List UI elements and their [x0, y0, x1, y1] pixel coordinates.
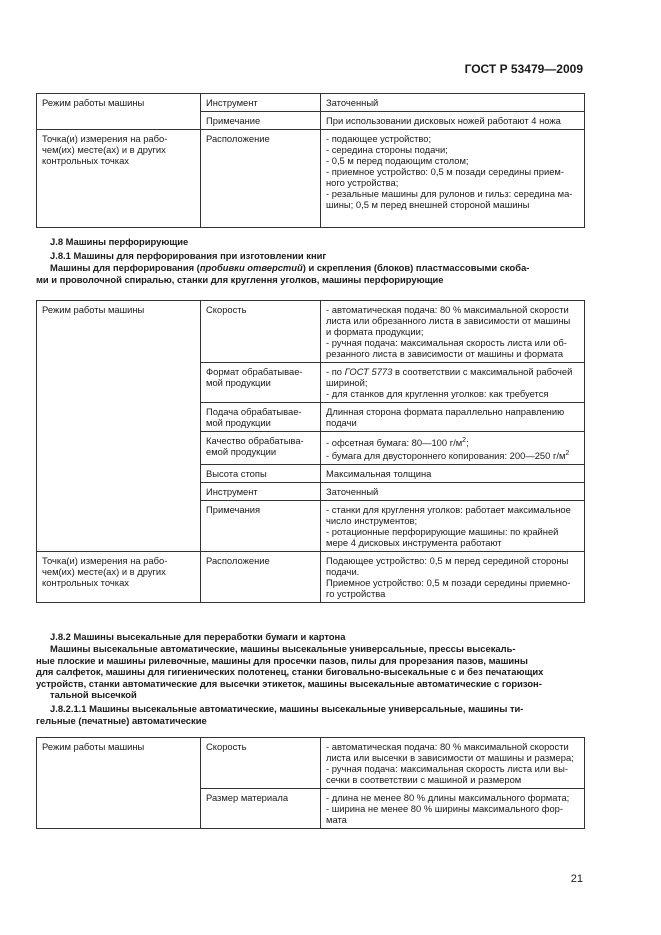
- paragraph-j8211: J.8.2.1.1 Машины высекальные автоматические, машины высекальные универсальные, машины ти- гельные (печатные) автоматические: [36, 703, 524, 726]
- cell-value: - длина не менее 80 % длины максимального формата; - ширина не менее 80 % ширины максимального фор- мата: [321, 789, 585, 829]
- cell-value: Длинная сторона формата параллельно направлению подачи: [321, 403, 585, 432]
- cell-param: Примечания: [201, 501, 321, 552]
- cell-param: Скорость: [201, 301, 321, 363]
- cell-mode: Режим работы машины: [37, 94, 201, 130]
- table-row: [37, 94, 585, 112]
- paragraph-j82: Машины высекальные автоматические, машины высекальные универсальные, прессы высекаль- ные плоские и машины рилевочные, машины для просечки пазов, пилы для прорезания пазов, машины для салфеток, машины для гигиенических полотенец, станки биговально-высекальные с и без печатающих устройств, станки автоматические для высечки этикеток, машины высекальные автоматические с горизон- тальной высечкой: [36, 643, 544, 700]
- cell-param: Расположение: [201, 552, 321, 603]
- cell-param: Подача обрабатывае- мой продукции: [201, 403, 321, 432]
- section-heading-j8: J.8 Машины перфорирующие: [50, 236, 189, 247]
- cell-param: Качество обрабатыва- емой продукции: [201, 432, 321, 465]
- table-row: [37, 301, 585, 363]
- cell-value: - станки для круглення уголков: работает максимальное число инструментов; - ротационные перфорирующие машины: по крайней мере 4 дисковых инструмента работают: [321, 501, 585, 552]
- cell-param: Формат обрабатывае- мой продукции: [201, 363, 321, 403]
- cell-value: - офсетная бумага: 80—100 $г/м^2$; - бумага для двустороннего копирования: 200—250 $г/м^2$: [321, 432, 585, 465]
- cell-measure-points: Точка(и) измерения на рабо- чем(их) месте(ах) и в других контрольных точках: [37, 552, 201, 603]
- cell-param: Высота стопы: [201, 465, 321, 483]
- cell-param: Скорость: [201, 738, 321, 789]
- table-perforating-machines: [36, 300, 585, 603]
- section-heading-j81: J.8.1 Машины для перфорирования при изготовлении книг: [50, 250, 327, 261]
- cell-param: Примечание: [201, 112, 321, 130]
- cell-param: Размер материала: [201, 789, 321, 829]
- cell-value: - автоматическая подача: 80 % максимальной скорости листа или обрезанного листа в зависимости от машины и формата продукции; - ручная подача: максимальная скорость листа или об- резанного листа в зависимости от машины и формата: [321, 301, 585, 363]
- cell-value: - подающее устройство; - середина стороны подачи; - 0,5 м перед подающим столом; - приемное устройство: 0,5 м позади середины прием- ного устройства; - резальные машины для рулонов и гильз: середина ма- шины; 0,5 м перед внешней стороной машины: [321, 130, 585, 228]
- cell-measure-points: Точка(и) измерения на рабо- чем(их) месте(ах) и в других контрольных точках: [37, 130, 201, 228]
- cell-param: Расположение: [201, 130, 321, 228]
- cell-value: Заточенный: [321, 94, 585, 112]
- cell-value: При использовании дисковых ножей работают 4 ножа: [321, 112, 585, 130]
- cell-mode: Режим работы машины: [37, 738, 201, 829]
- document-id-header: ГОСТ Р 53479—2009: [464, 62, 583, 76]
- table-die-cutting-machines: [36, 737, 585, 829]
- table-row: [37, 130, 585, 228]
- cell-param: Инструмент: [201, 483, 321, 501]
- page-number: 21: [570, 873, 583, 885]
- cell-value: Подающее устройство: 0,5 м перед серединой стороны подачи. Приемное устройство: 0,5 м позади середины приемно- го устройства: [321, 552, 585, 603]
- cell-value: - по ГОСТ 5773 в соответствии с максимальной рабочей шириной; - для станков для круглення уголков: как требуется: [321, 363, 585, 403]
- cell-param: Инструмент: [201, 94, 321, 112]
- table-cutting-machines: [36, 93, 585, 228]
- cell-value: Максимальная толщина: [321, 465, 585, 483]
- table-row: [37, 552, 585, 603]
- cell-value: Заточенный: [321, 483, 585, 501]
- paragraph-j81: Машины для перфорирования (пробивки отверстий) и скрепления (блоков) пластмассовыми скоба- ми и проволочной спиралью, станки для круглення уголков, машины перфорирующие: [36, 262, 530, 285]
- table-row: [37, 738, 585, 789]
- cell-value: - автоматическая подача: 80 % максимальной скорости листа или высечки в зависимости от машины и размера; - ручная подача: максимальная скорость листа или вы- сечки в соответствии с машиной и размером: [321, 738, 585, 789]
- cell-mode: Режим работы машины: [37, 301, 201, 552]
- section-heading-j82: J.8.2 Машины высекальные для переработки бумаги и картона: [50, 631, 346, 642]
